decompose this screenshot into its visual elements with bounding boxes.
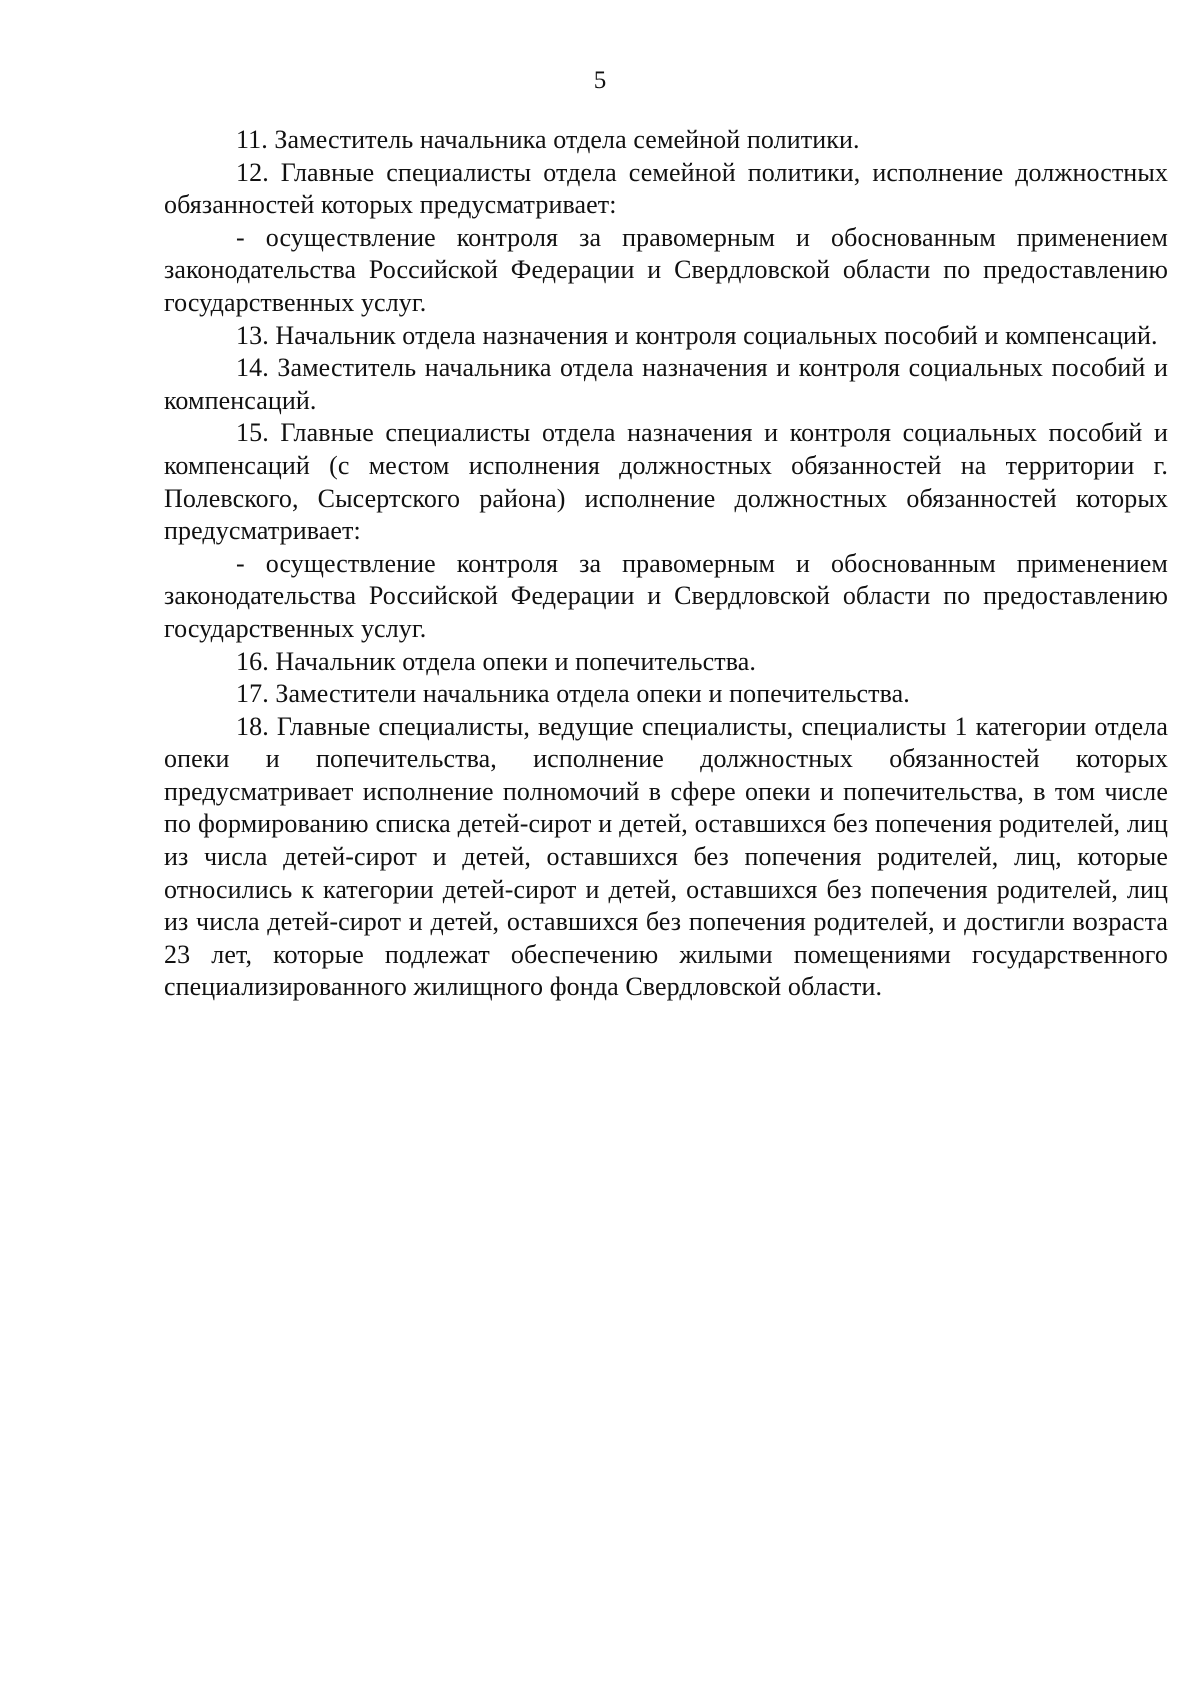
paragraph-item-12: 12. Главные специалисты отдела семейной политики, исполнение должностных обязанностей которых предусматривает:: [164, 157, 1168, 220]
paragraph-item-18: 18. Главные специалисты, ведущие специалисты, специалисты 1 категории отдела опеки и попечительства, исполнение должностных обязанностей которых предусматривает исполнение полномочий в сфере опеки и попечительства, в том числе по формированию списка детей-сирот и детей, оставшихся без попечения родителей, лиц из числа детей-сирот и детей, оставшихся без попечения родителей, лиц, которые относились к категории детей-сирот и детей, оставшихся без попечения родителей, лиц из числа детей-сирот и детей, оставшихся без попечения родителей, и достигли возраста 23 лет, которые подлежат обеспечению жилыми помещениями государственного специализированного жилищного фонда Свердловской области.: [164, 711, 1168, 1002]
paragraph-item-12-sub: - осуществление контроля за правомерным и обоснованным применением законодательства Российской Федерации и Свердловской области по предоставлению государственных услуг.: [164, 222, 1168, 317]
paragraph-item-13: 13. Начальник отдела назначения и контроля социальных пособий и компенсаций.: [236, 320, 1158, 350]
paragraph-item-15-sub: - осуществление контроля за правомерным и обоснованным применением законодательства Российской Федерации и Свердловской области по предоставлению государственных услуг.: [164, 548, 1168, 643]
paragraph-item-14: 14. Заместитель начальника отдела назначения и контроля социальных пособий и компенсаций.: [164, 353, 1168, 415]
paragraph-item-15: 15. Главные специалисты отдела назначения и контроля социальных пособий и компенсаций (с местом исполнения должностных обязанностей на территории г. Полевского, Сысертского района) исполнение должностных обязанностей которых предусматривает:: [164, 418, 1168, 546]
paragraph-item-16: 16. Начальник отдела опеки и попечительства.: [236, 646, 757, 676]
paragraph-item-17: 17. Заместители начальника отдела опеки и попечительства.: [236, 679, 910, 709]
paragraph-item-11: 11. Заместитель начальника отдела семейной политики.: [236, 125, 860, 154]
page-number: 5: [593, 67, 607, 94]
document-body: [164, 124, 1168, 1004]
